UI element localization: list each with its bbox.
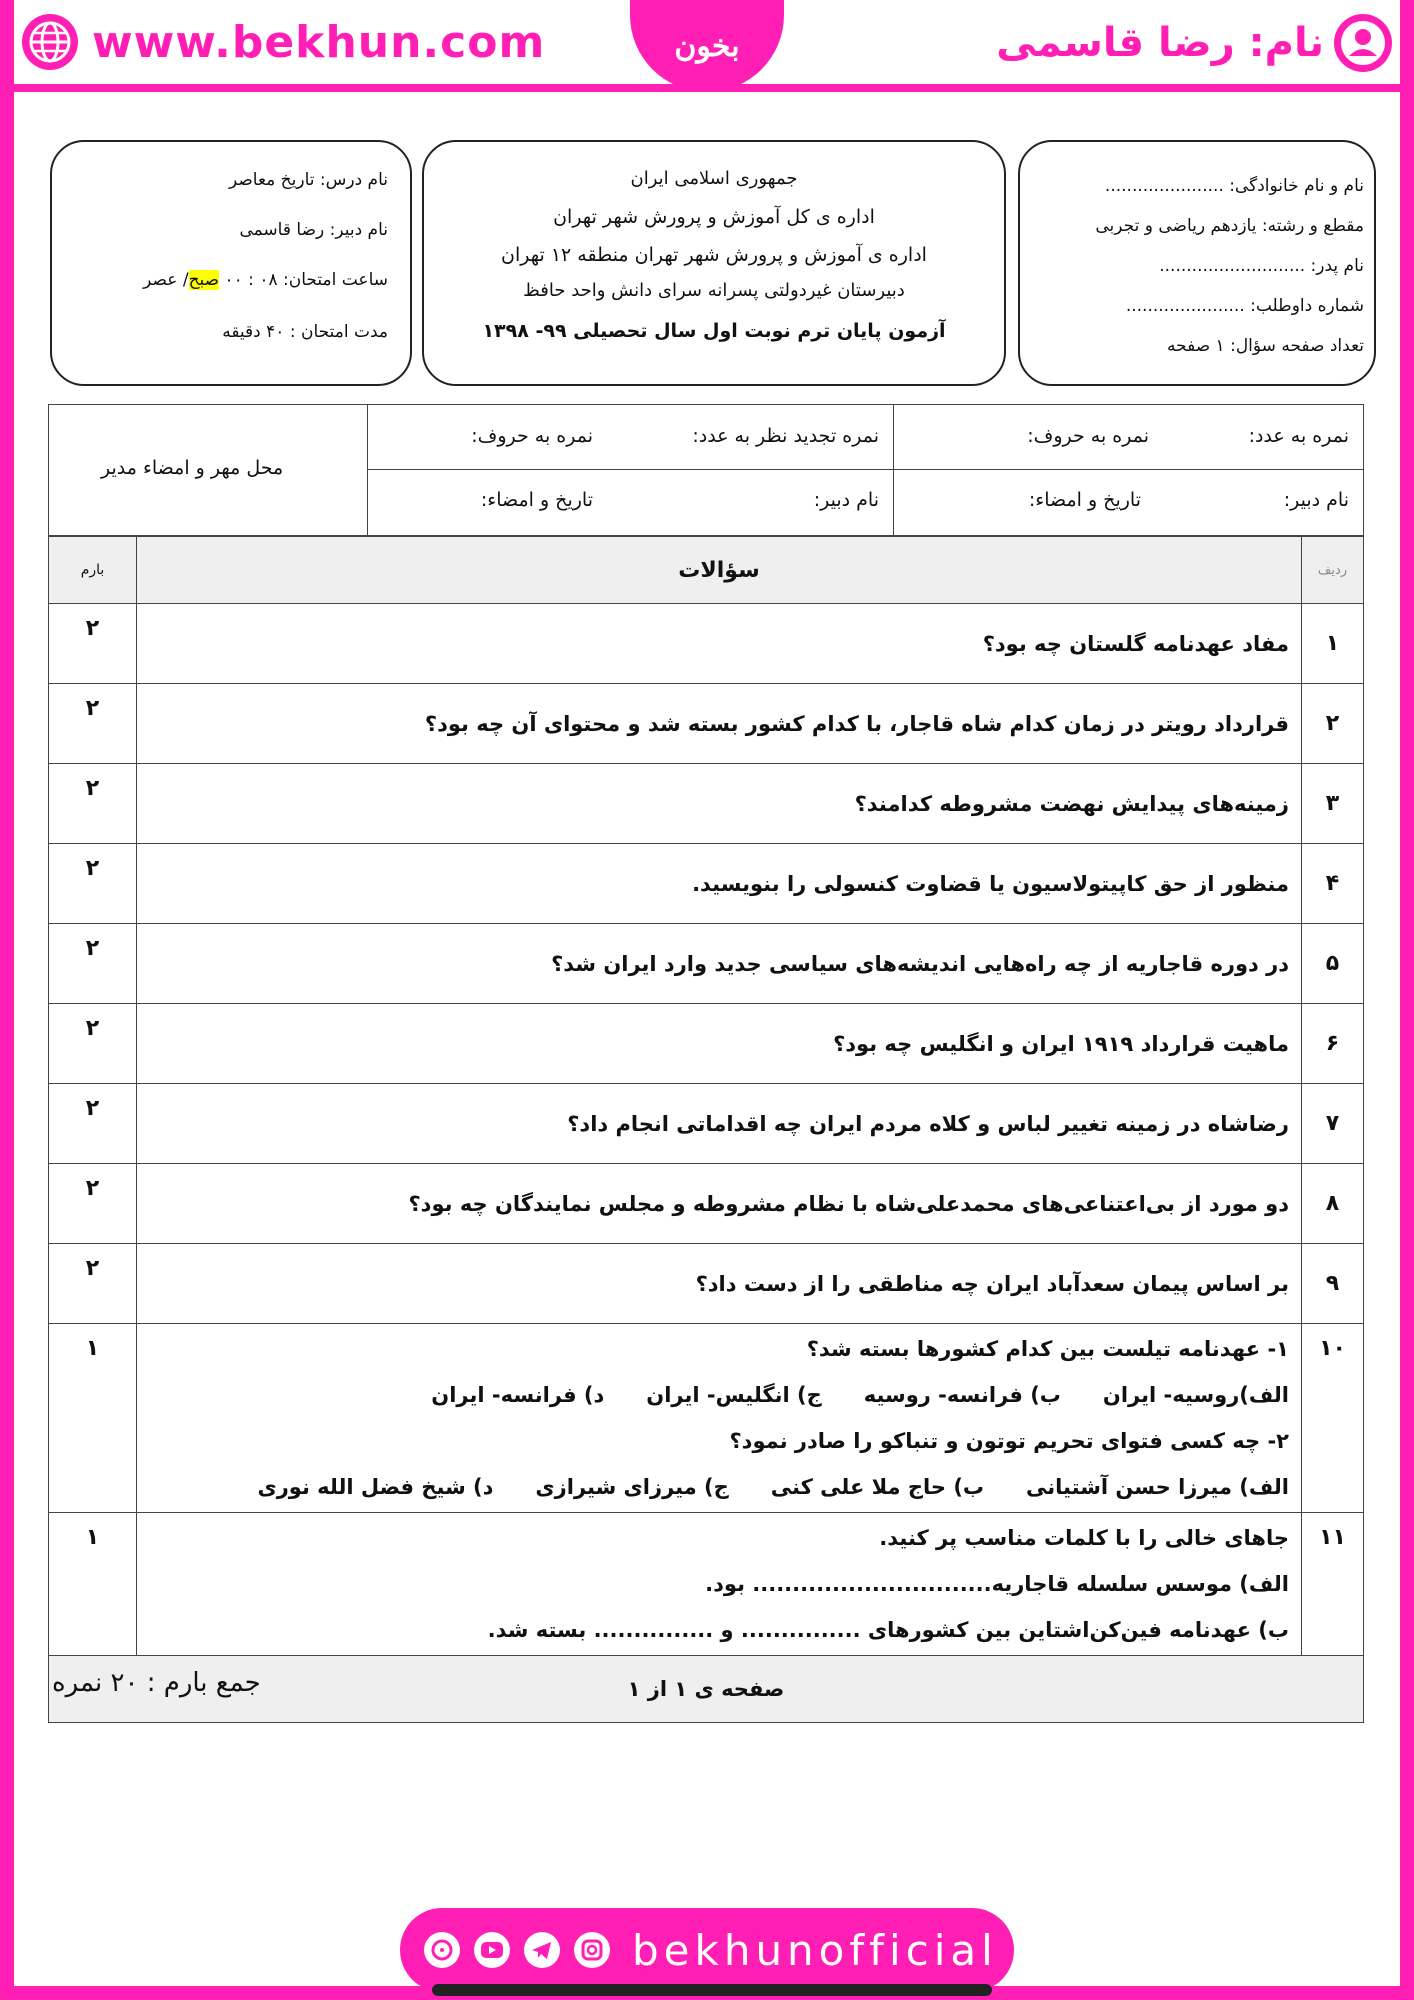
question-text: در دوره قاجاریه از چه راه‌هایی اندیشه‌های سیاسی جدید وارد ایران شد؟: [137, 924, 1302, 1004]
question-number: ۳: [1302, 764, 1364, 844]
reviewer-date-field: تاریخ و امضاء:: [480, 489, 593, 511]
district-office-title: اداره ی آموزش و پرورش شهر تهران منطقه ۱۲ تهران: [501, 244, 927, 266]
exam-time-value: ۰۸ : ۰۰: [224, 270, 278, 290]
question-row: [49, 924, 1364, 1004]
principal-stamp-area: محل مهر و امضاء مدیر: [101, 457, 284, 479]
instagram-icon[interactable]: [574, 1932, 610, 1968]
exam-time-morning: صبح: [188, 270, 220, 290]
social-handle: bekhunofficial: [632, 1925, 998, 1975]
logo-text: بخون: [674, 28, 740, 64]
question-number: ۱۱: [1302, 1513, 1364, 1656]
questions-table: [48, 536, 1364, 1723]
question-11-instruction: جاهای خالی را با کلمات مناسب پر کنید.: [879, 1526, 1289, 1550]
question-text: منظور از حق کاپیتولاسیون یا قضاوت کنسولی را بنویسید.: [137, 844, 1302, 924]
grades-table: [48, 404, 1364, 536]
question-row-10: [49, 1324, 1364, 1513]
questions-header-row: [49, 537, 1364, 604]
question-11-body: [137, 1513, 1302, 1656]
course-info-box: [50, 140, 412, 386]
page-number: صفحه ی ۱ از ۱: [49, 1656, 1364, 1723]
general-office-title: اداره ی کل آموزش و پرورش شهر تهران: [553, 206, 875, 228]
question-number: ۵: [1302, 924, 1364, 1004]
question-10-part1: ۱- عهدنامه تیلست بین کدام کشورها بسته شد؟: [806, 1337, 1289, 1361]
question-number: ۱۰: [1302, 1324, 1364, 1513]
question-10-part1-options: [149, 1372, 1289, 1418]
total-score: جمع بارم : ۲۰ نمره: [52, 1668, 261, 1698]
question-row: [49, 844, 1364, 924]
question-score: ۲: [49, 924, 137, 1004]
question-score: ۲: [49, 1084, 137, 1164]
author-name: [996, 14, 1392, 72]
exam-title: آزمون پایان ترم نوبت اول سال تحصیلی ۹۹- ۱۳۹۸: [482, 320, 946, 342]
questions-title: سؤالات: [137, 537, 1302, 604]
question-number: ۶: [1302, 1004, 1364, 1084]
option-d: د) شیخ فضل الله نوری: [257, 1475, 494, 1499]
option-a: الف)روسیه- ایران: [1102, 1383, 1289, 1407]
revised-letters-field: نمره به حروف:: [471, 425, 593, 447]
exam-duration: مدت امتحان : ۴۰ دقیقه: [222, 322, 388, 342]
user-icon: [1334, 14, 1392, 72]
revised-number-field: نمره تجدید نظر به عدد:: [692, 425, 879, 447]
question-row: [49, 1004, 1364, 1084]
student-info-box: [1018, 140, 1376, 386]
exam-time-rest: / عصر: [143, 270, 189, 290]
aparat-icon[interactable]: [424, 1932, 460, 1968]
question-number: ۷: [1302, 1084, 1364, 1164]
question-text: ماهیت قرارداد ۱۹۱۹ ایران و انگلیس چه بود؟: [137, 1004, 1302, 1084]
question-text: مفاد عهدنامه گلستان چه بود؟: [137, 604, 1302, 684]
exam-time: [143, 270, 388, 290]
teacher-name: نام دبیر: رضا قاسمی: [239, 220, 388, 240]
question-row-11: [49, 1513, 1364, 1656]
social-bar-shadow: [432, 1984, 992, 1996]
question-number: ۱: [1302, 604, 1364, 684]
question-score: ۲: [49, 844, 137, 924]
question-number: ۸: [1302, 1164, 1364, 1244]
question-number: ۲: [1302, 684, 1364, 764]
question-row: [49, 764, 1364, 844]
question-10-body: [137, 1324, 1302, 1513]
question-number: ۹: [1302, 1244, 1364, 1324]
telegram-icon[interactable]: [524, 1932, 560, 1968]
question-score: ۲: [49, 684, 137, 764]
question-score: ۲: [49, 1164, 137, 1244]
question-score: ۱: [49, 1324, 137, 1513]
question-text: دو مورد از بی‌اعتناعی‌های محمدعلی‌شاه با نظام مشروطه و مجلس نمایندگان چه بود؟: [137, 1164, 1302, 1244]
question-number: ۴: [1302, 844, 1364, 924]
score-number-field: نمره به عدد:: [1248, 425, 1349, 447]
question-score: ۲: [49, 1004, 137, 1084]
website-url: www.bekhun.com: [92, 16, 546, 68]
option-d: د) فرانسه- ایران: [431, 1383, 605, 1407]
exam-time-label: ساعت امتحان:: [283, 270, 388, 290]
question-10-part2: ۲- چه کسی فتوای تحریم توتون و تنباکو را صادر نمود؟: [729, 1429, 1289, 1453]
website-link[interactable]: [22, 14, 545, 70]
score-column-header: بارم: [49, 537, 137, 604]
globe-icon: [22, 14, 78, 70]
grader-date-field: تاریخ و امضاء:: [1028, 489, 1141, 511]
option-a: الف) میرزا حسن آشتیانی: [1026, 1475, 1289, 1499]
question-10-part2-options: [149, 1464, 1289, 1510]
option-b: ب) فرانسه- روسیه: [863, 1383, 1061, 1407]
question-11-part-a: الف) موسس سلسله قاجاریه.............................. بود.: [705, 1572, 1289, 1596]
question-score: ۲: [49, 604, 137, 684]
father-name-field: نام پدر: ...........................: [1159, 256, 1364, 276]
question-row: [49, 604, 1364, 684]
option-c: ج) انگلیس- ایران: [646, 1383, 822, 1407]
school-name: دبیرستان غیردولتی پسرانه سرای دانش واحد حافظ: [523, 280, 905, 301]
question-11-part-b: ب) عهدنامه فین‌کن‌اشتاین بین کشورهای ............... و ............... بسته شد.: [487, 1618, 1289, 1642]
row-column-header: ردیف: [1302, 537, 1364, 604]
seat-number-field: شماره داوطلب: ......................: [1125, 296, 1364, 316]
question-text: رضاشاه در زمینه تغییر لباس و کلاه مردم ایران چه اقداماتی انجام داد؟: [137, 1084, 1302, 1164]
question-row: [49, 684, 1364, 764]
grader-name-field: نام دبیر:: [1283, 489, 1349, 511]
score-letters-field: نمره به حروف:: [1027, 425, 1149, 447]
question-text: بر اساس پیمان سعدآباد ایران چه مناطقی را از دست داد؟: [137, 1244, 1302, 1324]
question-score: ۲: [49, 1244, 137, 1324]
page-count-field: تعداد صفحه سؤال: ۱ صفحه: [1167, 336, 1364, 356]
question-score: ۱: [49, 1513, 137, 1656]
school-info-box: [422, 140, 1006, 386]
republic-title: جمهوری اسلامی ایران: [630, 168, 798, 189]
question-text: زمینه‌های پیدایش نهضت مشروطه کدامند؟: [137, 764, 1302, 844]
social-bar[interactable]: [400, 1908, 1014, 1992]
reviewer-name-field: نام دبیر:: [813, 489, 879, 511]
student-name-field: نام و نام خانوادگی: ......................: [1104, 176, 1364, 196]
option-c: ج) میرزای شیرازی: [535, 1475, 729, 1499]
question-row: [49, 1244, 1364, 1324]
youtube-icon[interactable]: [474, 1932, 510, 1968]
question-text: قرارداد رویتر در زمان کدام شاه قاجار، با کدام کشور بسته شد و محتوای آن چه بود؟: [137, 684, 1302, 764]
question-row: [49, 1164, 1364, 1244]
question-score: ۲: [49, 764, 137, 844]
grade-field: مقطع و رشته: یازدهم ریاضی و تجربی: [1095, 216, 1364, 236]
question-row: [49, 1084, 1364, 1164]
author-name-text: نام: رضا قاسمی: [996, 20, 1324, 66]
course-name: نام درس: تاریخ معاصر: [228, 170, 388, 190]
option-b: ب) حاج ملا علی کنی: [770, 1475, 985, 1499]
